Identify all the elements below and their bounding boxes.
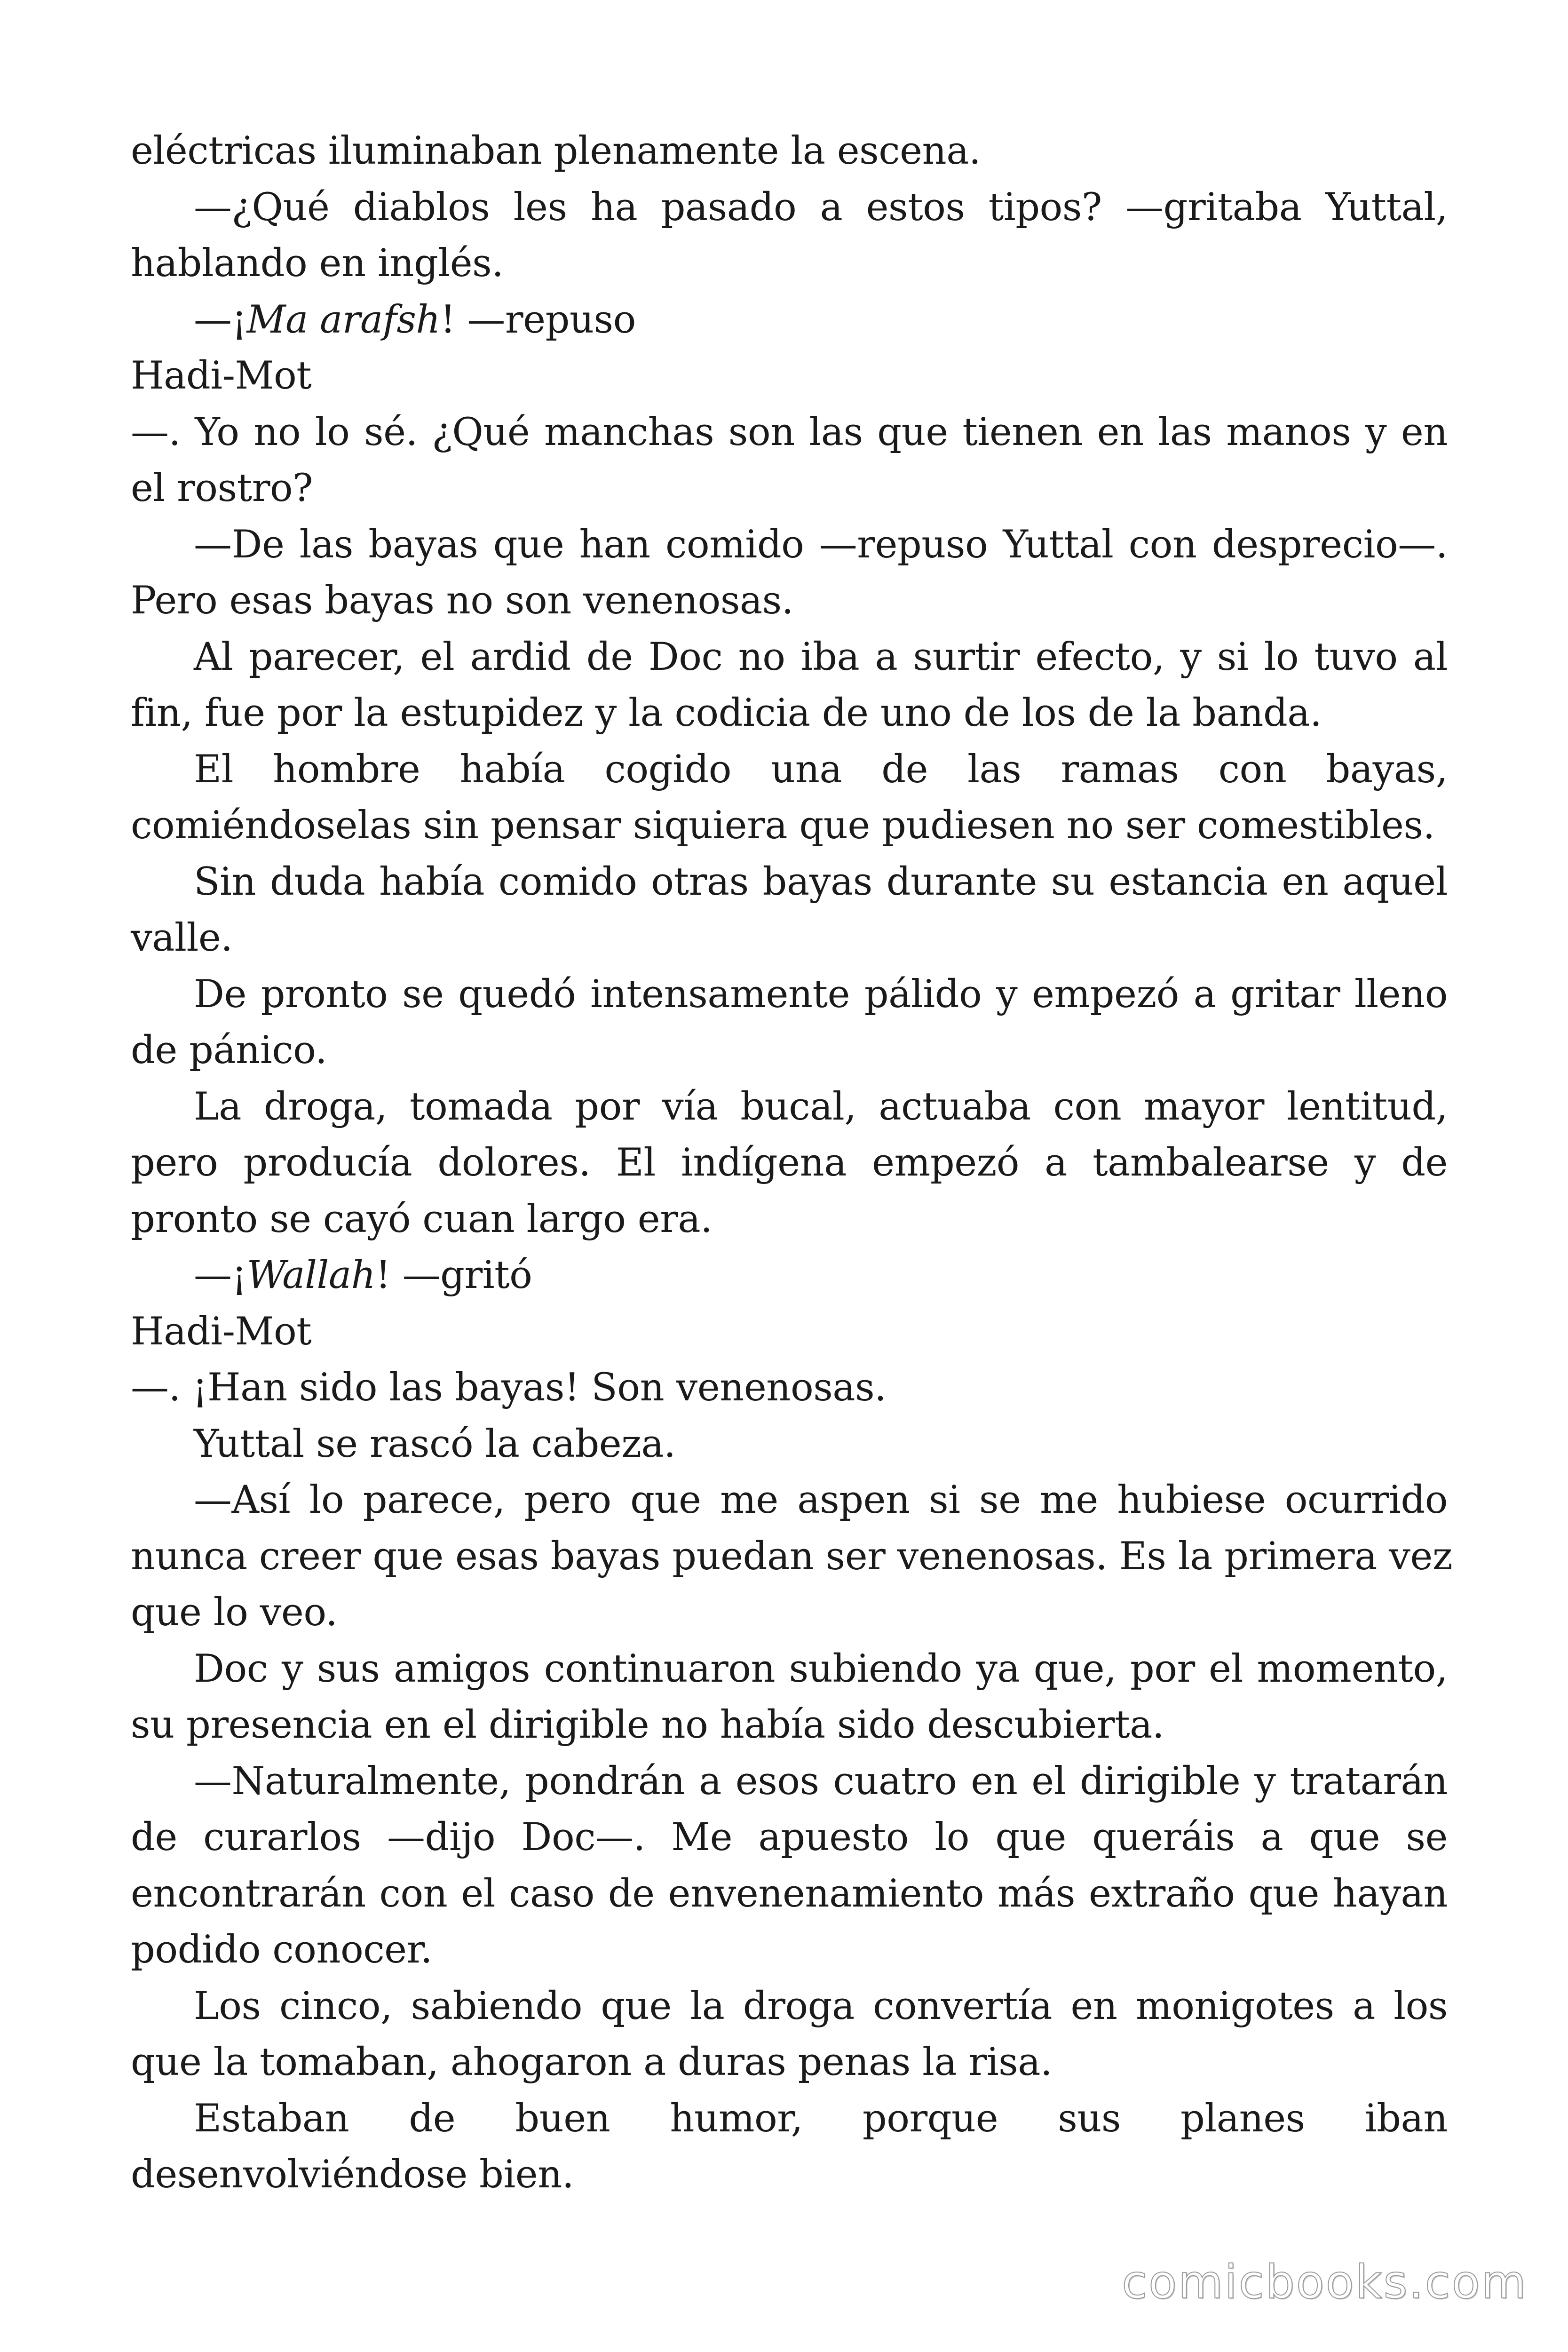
body-text [131, 123, 1453, 2203]
text-line: pronto se cayó cuan largo era. [131, 1197, 713, 1241]
text-line: desenvolviéndose bien. [131, 2153, 574, 2197]
text-line: encontrarán con el caso de envenenamiento más extraño que hayan [131, 1871, 1448, 1916]
text-line: pero producía dolores. El indígena empezó a tambalearse y de [131, 1141, 1448, 1185]
text-line: —Naturalmente, pondrán a esos cuatro en el dirigible y tratarán [194, 1759, 1448, 1804]
italic-phrase: Wallah [246, 1253, 376, 1297]
text-line: fin, fue por la estupidez y la codicia de uno de los de la banda. [131, 691, 1322, 735]
text-line: eléctricas iluminaban plenamente la escena. [131, 129, 981, 173]
text-line: —¿Qué diablos les ha pasado a estos tipos? —gritaba Yuttal, [194, 185, 1448, 230]
text-run: ! —repuso [440, 297, 636, 342]
text-line: Estaban de buen humor, porque sus planes iban [194, 2096, 1448, 2141]
text-line: El hombre había cogido una de las ramas con bayas, [194, 747, 1448, 792]
text-line: —De las bayas que han comido —repuso Yuttal con desprecio—. [194, 522, 1448, 567]
text-run: —¡ [194, 297, 247, 342]
text-line [131, 292, 1448, 349]
text-line: comiéndoselas sin pensar siquiera que pudiesen no ser comestibles. [131, 803, 1435, 848]
text-line: valle. [131, 916, 233, 960]
text-line: hablando en inglés. [131, 241, 504, 286]
text-line: —. ¡Han sido las bayas! Son venenosas. [131, 1366, 887, 1410]
text-line: Al parecer, el ardid de Doc no iba a surtir efecto, y si lo tuvo al [194, 635, 1448, 679]
text-line: de curarlos —dijo Doc—. Me apuesto lo que queráis a que se [131, 1815, 1448, 1859]
text-line: de pánico. [131, 1028, 327, 1073]
text-line: que la tomaban, ahogaron a duras penas la risa. [131, 2040, 1053, 2084]
text-line: Doc y sus amigos continuaron subiendo ya que, por el momento, [194, 1646, 1448, 1691]
text-line: que lo veo. [131, 1590, 338, 1635]
document-page [131, 123, 1453, 2203]
text-line [131, 1248, 1448, 1304]
text-line: La droga, tomada por vía bucal, actuaba con mayor lentitud, [194, 1084, 1448, 1129]
text-line: —. Yo no lo sé. ¿Qué manchas son las que tienen en las manos y en [131, 410, 1448, 454]
text-line: su presencia en el dirigible no había sido descubierta. [131, 1703, 1164, 1747]
text-line: Sin duda había comido otras bayas durante su estancia en aquel [194, 859, 1448, 904]
text-line: Hadi-Mot [131, 354, 312, 398]
text-line: Pero esas bayas no son venenosas. [131, 579, 793, 623]
text-line: Yuttal se rascó la cabeza. [194, 1422, 676, 1466]
text-line: —Así lo parece, pero que me aspen si se me hubiese ocurrido [194, 1478, 1448, 1522]
text-line: el rostro? [131, 466, 313, 510]
italic-phrase: Ma arafsh [246, 297, 441, 342]
text-line: Hadi-Mot [131, 1309, 312, 1354]
text-run: —¡ [194, 1253, 247, 1297]
watermark: comicbooks.com [1122, 2256, 1528, 2309]
text-run: ! —gritó [375, 1253, 532, 1297]
text-line: podido conocer. [131, 1928, 433, 1972]
text-line: De pronto se quedó intensamente pálido y empezó a gritar lleno [194, 972, 1448, 1017]
text-line: nunca creer que esas bayas puedan ser venenosas. Es la primera vez [131, 1534, 1453, 1579]
text-line: Los cinco, sabiendo que la droga convertía en monigotes a los [194, 1984, 1448, 2028]
